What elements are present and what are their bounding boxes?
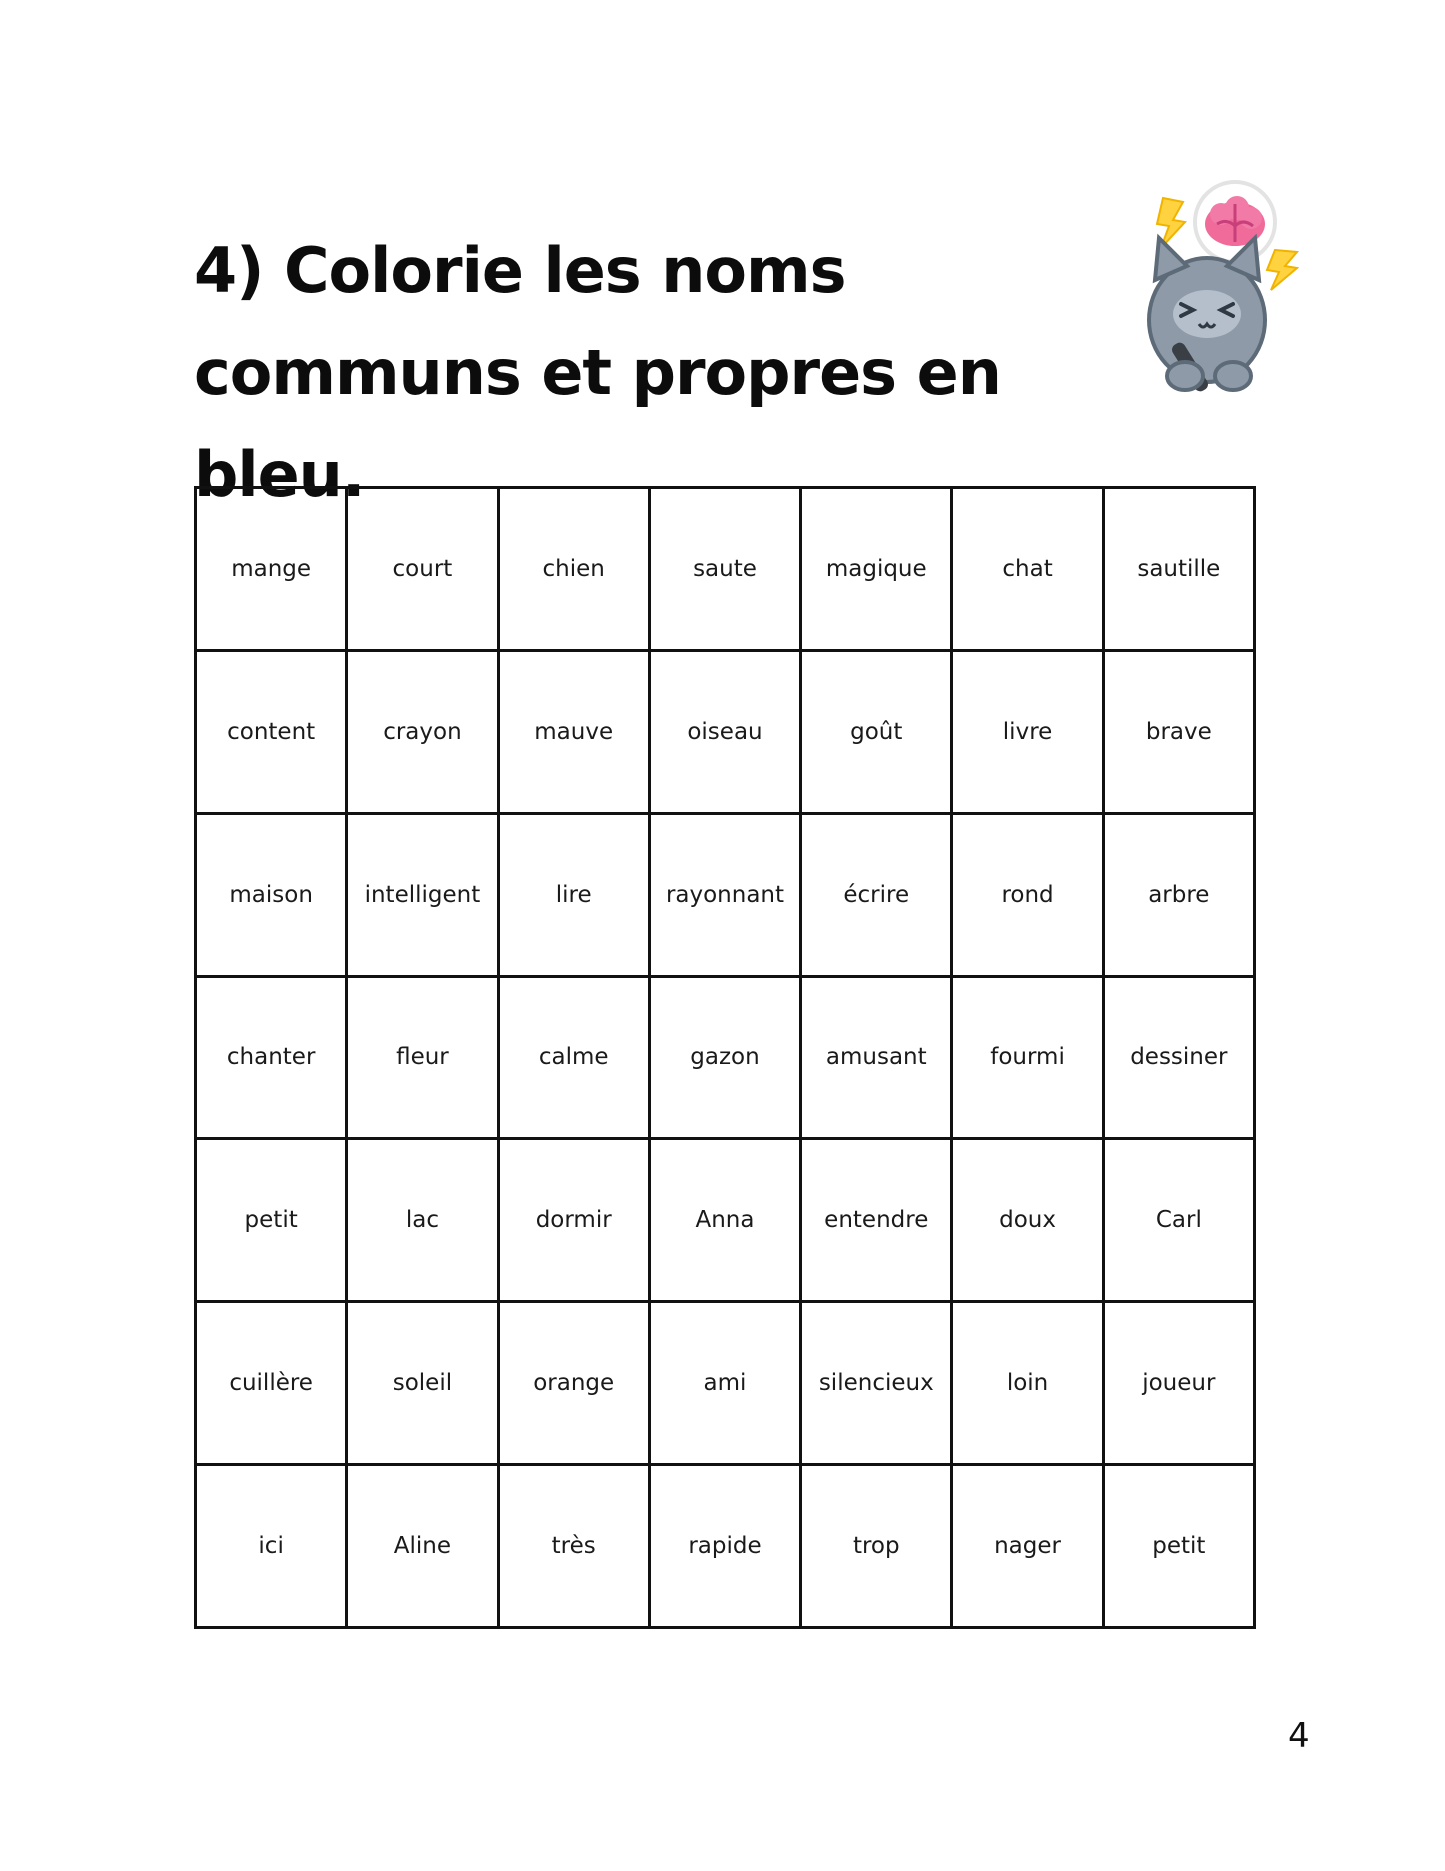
word-cell[interactable]: lire: [498, 813, 649, 976]
word-cell[interactable]: dormir: [498, 1139, 649, 1302]
word-cell[interactable]: Carl: [1103, 1139, 1254, 1302]
word-cell[interactable]: calme: [498, 976, 649, 1139]
word-cell[interactable]: nager: [952, 1465, 1103, 1628]
grid-row: [196, 650, 1255, 813]
grid-row: [196, 1139, 1255, 1302]
word-cell[interactable]: dessiner: [1103, 976, 1254, 1139]
word-cell[interactable]: lac: [347, 1139, 498, 1302]
word-cell[interactable]: chanter: [196, 976, 347, 1139]
word-cell[interactable]: petit: [196, 1139, 347, 1302]
word-cell[interactable]: loin: [952, 1302, 1103, 1465]
word-cell[interactable]: livre: [952, 650, 1103, 813]
word-cell[interactable]: orange: [498, 1302, 649, 1465]
word-cell[interactable]: silencieux: [801, 1302, 952, 1465]
word-cell[interactable]: sautille: [1103, 488, 1254, 651]
word-cell[interactable]: intelligent: [347, 813, 498, 976]
word-cell[interactable]: entendre: [801, 1139, 952, 1302]
word-cell[interactable]: rond: [952, 813, 1103, 976]
word-cell[interactable]: joueur: [1103, 1302, 1254, 1465]
word-cell[interactable]: chien: [498, 488, 649, 651]
word-cell[interactable]: court: [347, 488, 498, 651]
word-cell[interactable]: petit: [1103, 1465, 1254, 1628]
word-cell[interactable]: content: [196, 650, 347, 813]
word-cell[interactable]: Aline: [347, 1465, 498, 1628]
word-cell[interactable]: oiseau: [649, 650, 800, 813]
grid-row: [196, 976, 1255, 1139]
grid-row: [196, 1302, 1255, 1465]
word-cell[interactable]: rapide: [649, 1465, 800, 1628]
word-cell[interactable]: rayonnant: [649, 813, 800, 976]
word-cell[interactable]: mauve: [498, 650, 649, 813]
word-cell[interactable]: goût: [801, 650, 952, 813]
word-cell[interactable]: ami: [649, 1302, 800, 1465]
cat-with-brain-icon: [1125, 180, 1305, 400]
grid-row: [196, 488, 1255, 651]
word-cell[interactable]: mange: [196, 488, 347, 651]
word-cell[interactable]: brave: [1103, 650, 1254, 813]
grid-row: [196, 1465, 1255, 1628]
page-number: 4: [1288, 1716, 1310, 1756]
word-cell[interactable]: amusant: [801, 976, 952, 1139]
word-cell[interactable]: très: [498, 1465, 649, 1628]
word-cell[interactable]: fourmi: [952, 976, 1103, 1139]
word-cell[interactable]: arbre: [1103, 813, 1254, 976]
word-cell[interactable]: maison: [196, 813, 347, 976]
word-cell[interactable]: écrire: [801, 813, 952, 976]
word-cell[interactable]: fleur: [347, 976, 498, 1139]
grid-row: [196, 813, 1255, 976]
word-cell[interactable]: soleil: [347, 1302, 498, 1465]
exercise-title: 4) Colorie les noms communs et propres en bleu.: [194, 234, 1001, 511]
word-cell[interactable]: crayon: [347, 650, 498, 813]
word-grid: [194, 486, 1256, 1629]
word-cell[interactable]: magique: [801, 488, 952, 651]
word-cell[interactable]: chat: [952, 488, 1103, 651]
word-cell[interactable]: doux: [952, 1139, 1103, 1302]
word-cell[interactable]: ici: [196, 1465, 347, 1628]
word-cell[interactable]: cuillère: [196, 1302, 347, 1465]
word-cell[interactable]: gazon: [649, 976, 800, 1139]
word-cell[interactable]: saute: [649, 488, 800, 651]
word-cell[interactable]: Anna: [649, 1139, 800, 1302]
word-cell[interactable]: trop: [801, 1465, 952, 1628]
